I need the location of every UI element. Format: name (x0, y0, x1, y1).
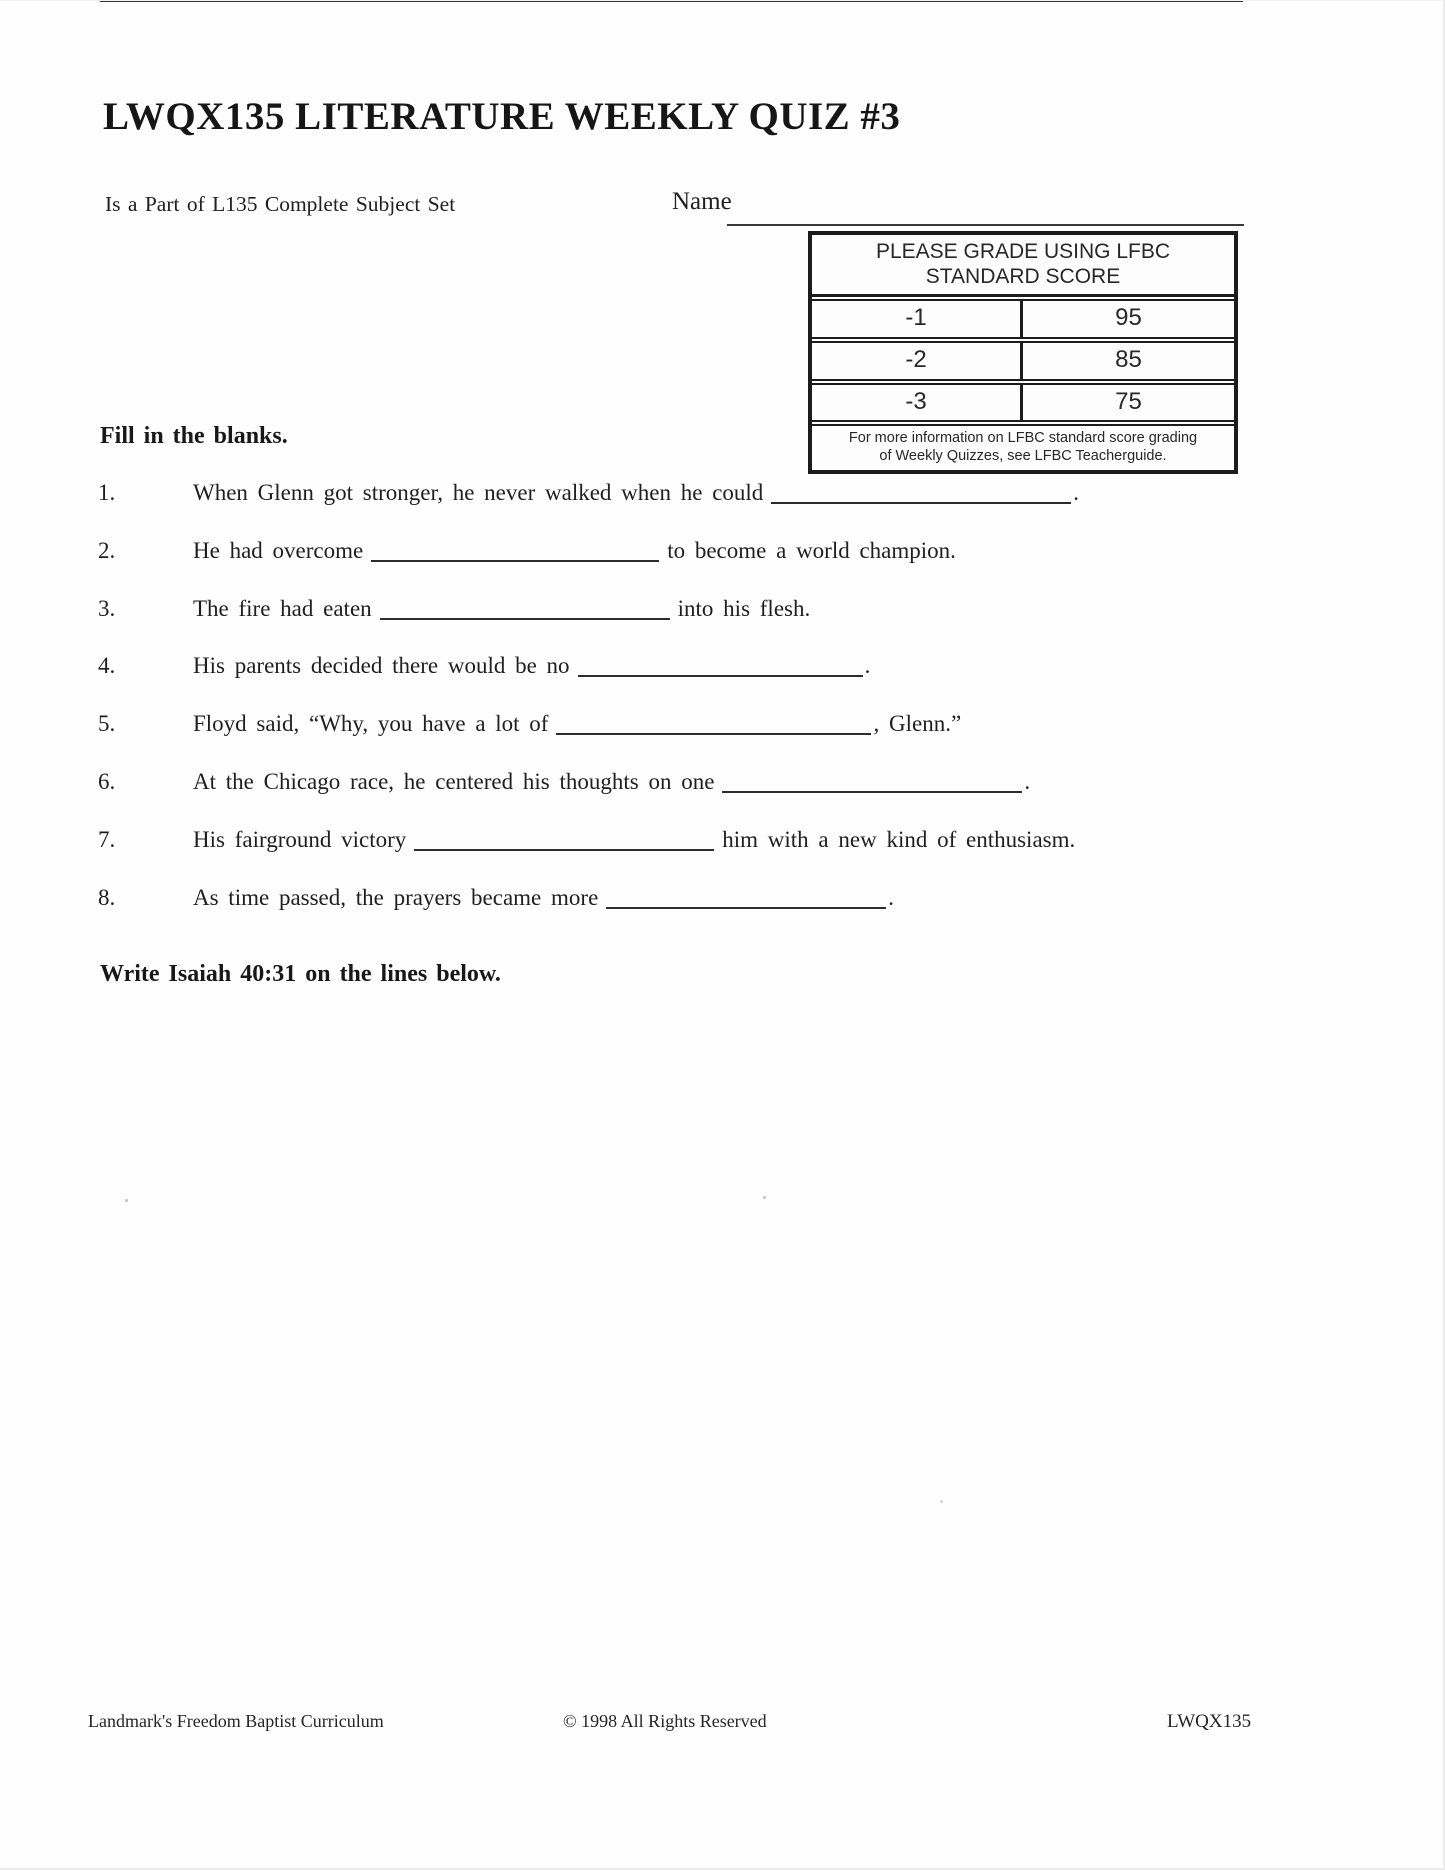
grade-table-row (812, 341, 1234, 381)
question-row-6 (98, 769, 1030, 795)
question-number: 5. (98, 711, 116, 736)
scan-speck (763, 1196, 766, 1199)
question-post-text: . (888, 885, 895, 910)
footer-document-code: LWQX135 (1167, 1711, 1252, 1732)
question-pre-text: His fairground victory (193, 827, 407, 852)
question-row-4 (98, 653, 870, 679)
question-number: 6. (98, 769, 116, 794)
answer-blank (722, 773, 1022, 793)
score-cell: 85 (1115, 345, 1142, 373)
footer-copyright: © 1998 All Rights Reserved (563, 1711, 767, 1731)
answer-blank (371, 542, 659, 562)
question-number: 8. (98, 885, 116, 910)
question-number: 2. (98, 538, 116, 563)
answer-blank (578, 657, 863, 677)
write-verse-heading: Write Isaiah 40:31 on the lines below. (100, 961, 501, 987)
scan-speck (125, 1199, 128, 1202)
question-row-2 (98, 538, 956, 564)
question-post-text: . (1024, 769, 1031, 794)
page-title: LWQX135 LITERATURE WEEKLY QUIZ #3 (103, 95, 901, 138)
deduction-cell: -3 (812, 385, 1023, 421)
grade-table-note (812, 424, 1234, 470)
answer-blank (414, 831, 714, 851)
answer-blank (771, 484, 1071, 504)
question-row-1 (98, 480, 1079, 506)
question-row-5 (98, 711, 961, 737)
grade-table-note-line2: of Weekly Quizzes, see LFBC Teacherguide. (879, 448, 1167, 465)
grade-table-row (812, 299, 1234, 339)
question-post-text: . (1073, 480, 1080, 505)
score-cell: 75 (1115, 387, 1142, 415)
question-post-text: . (864, 653, 871, 678)
answer-blank (556, 715, 871, 735)
question-pre-text: As time passed, the prayers became more (193, 885, 599, 910)
question-post-text: into his flesh. (677, 596, 811, 621)
subtitle: Is a Part of L135 Complete Subject Set (105, 192, 456, 216)
answer-blank (606, 889, 886, 909)
question-number: 1. (98, 480, 116, 505)
question-pre-text: At the Chicago race, he centered his thoughts on one (193, 769, 715, 794)
question-number: 7. (98, 827, 116, 852)
question-number: 4. (98, 653, 116, 678)
scan-speck (940, 1500, 943, 1503)
grade-table (808, 231, 1238, 474)
question-post-text: , Glenn.” (873, 711, 962, 736)
question-pre-text: Floyd said, “Why, you have a lot of (193, 711, 549, 736)
grade-table-title: PLEASE GRADE USING LFBC STANDARD SCORE (812, 235, 1234, 297)
question-post-text: to become a world champion. (667, 538, 956, 563)
question-pre-text: When Glenn got stronger, he never walked when he could (193, 480, 764, 505)
grade-table-note-line1: For more information on LFBC standard score grading (848, 430, 1198, 447)
question-number: 3. (98, 596, 116, 621)
grade-table-row (812, 383, 1234, 423)
question-row-3 (98, 596, 810, 622)
score-cell: 95 (1115, 304, 1142, 332)
name-blank-line (727, 200, 1244, 226)
footer-publisher: Landmark's Freedom Baptist Curriculum (88, 1711, 384, 1731)
question-row-7 (98, 827, 1075, 853)
deduction-cell: -1 (812, 301, 1023, 337)
question-post-text: him with a new kind of enthusiasm. (722, 827, 1076, 852)
question-row-8 (98, 885, 894, 911)
fill-in-blanks-heading: Fill in the blanks. (100, 423, 288, 449)
deduction-cell: -2 (812, 343, 1023, 379)
question-pre-text: He had overcome (193, 538, 364, 563)
name-label: Name (672, 188, 732, 215)
question-pre-text: His parents decided there would be no (193, 653, 570, 678)
question-pre-text: The fire had eaten (193, 596, 372, 621)
answer-blank (380, 600, 670, 620)
writing-line-4 (100, 0, 1243, 2)
